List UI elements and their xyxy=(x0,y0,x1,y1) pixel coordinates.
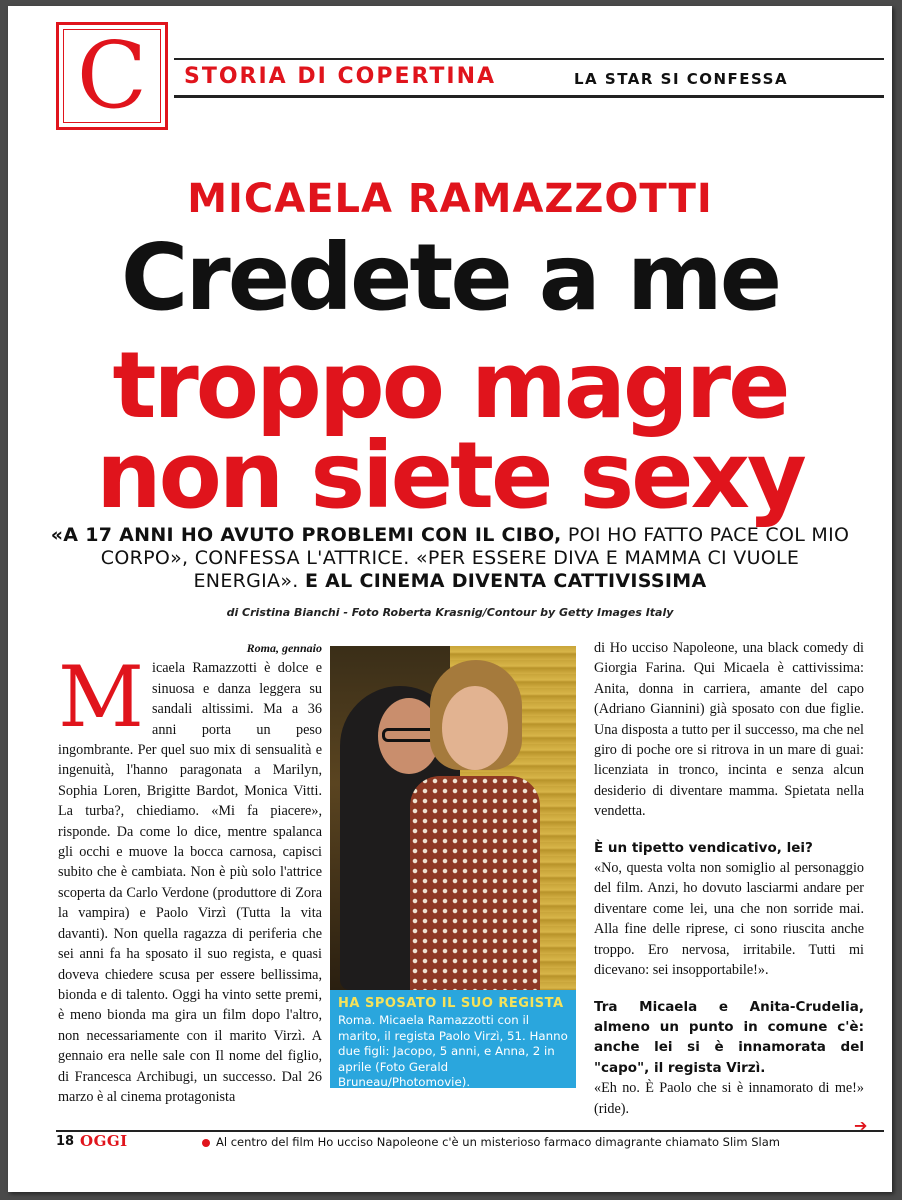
caption-text: Roma. Micaela Ramazzotti con il marito, il regista Paolo Virzì, 51. Hanno due figli: Jacopo, 5 anni, e Anna, 2 in aprile (Foto Gerald Bruneau/Photomovie). xyxy=(338,1013,568,1090)
magazine-name: OGGI xyxy=(80,1132,128,1150)
section-logo-letter: C xyxy=(63,29,161,123)
headline-line-2: troppo magre xyxy=(112,332,788,439)
arrow-right-icon: ➔ xyxy=(854,1116,868,1135)
section-logo xyxy=(56,22,168,130)
headline-line-1: Credete a me xyxy=(120,224,780,331)
caption-title: HA SPOSATO IL SUO REGISTA xyxy=(338,996,564,1011)
article-deck xyxy=(48,524,852,593)
interview-question-1: È un tipetto vendicativo, lei? xyxy=(594,839,813,856)
bullet-icon xyxy=(202,1139,210,1147)
interview-answer-1: «No, questa volta non somiglio al personaggio del film. Anzi, ho dovuto lasciarmi andare per diventare come lei, una che non sorride mai. Alla fine delle riprese, ci sono riuscita anche troppo. Ero nervosa, irritabile. Tutti mi dicevano: sei insopportabile!». xyxy=(594,860,864,979)
magazine-page xyxy=(8,6,892,1192)
headline-line-3: non siete sexy xyxy=(96,422,804,529)
section-kicker: STORIA DI COPERTINA xyxy=(184,64,497,89)
dateline: Roma, gennaio xyxy=(246,641,322,655)
drop-cap: M xyxy=(58,648,145,747)
deck-bold-2: E AL CINEMA DIVENTA CATTIVISSIMA xyxy=(304,570,707,592)
deck-text: POI HO FATTO PACE COL MIO CORPO», CONFESSA L'ATTRICE. «PER ESSERE DIVA E MAMMA CI VUOLE ENERGIA». xyxy=(100,524,850,592)
section-subkicker: LA STAR SI CONFESSA xyxy=(574,70,789,88)
body-text-col3: di Ho ucciso Napoleone, una black comedy di Giorgia Farina. Qui Micaela è cattivissima: Anita, donna in carriera, amante del capo (Adriano Giannini) già sposato con due figlie. Una disposta a tutto per il successo, ma che nel giro di poche ore si ritrova in un mare di guai: licenziata in tronco, incinta e senza alcun desiderio di diventare mamma. Spietata nella vendetta. xyxy=(594,640,864,820)
photo-caption xyxy=(330,990,576,1088)
interview-answer-2: «Eh no. È Paolo che si è innamorato di me!» (ride). xyxy=(594,1080,864,1117)
byline: di Cristina Bianchi - Foto Roberta Krasnig/Contour by Getty Images Italy xyxy=(226,606,674,619)
cover-photo xyxy=(330,646,576,990)
body-text-col1: icaela Ramazzotti è dolce e sinuosa e danza leggera su sandali altissimi. Ma a 36 anni porta un peso ingombrante. Per quel suo mix di sensualità e ingenuità, l'hanno paragonata a Marilyn, Sophia Loren, Brigitte Bardot, Monica Vitti. La turba?, chiediamo. «Mi fa piacere», risponde. Da come lo dice, mentre spalanca gli occhi e muove la bocca carnosa, capisci subito che è cambiata. Non è più solo l'attrice scoperta da Carlo Verdone (produttore di Zora la vampira) e Paolo Virzì (Tutta la vita davanti). Non quella ragazza di periferia che sei anni fa ha sposato il suo regista, e quasi doveva chiedere scusa per essere bellissima, bionda e di talento. Oggi ha vinto sette premi, è meno bionda ma gira un film dopo l'altro, non necessariamente con il marito Virzì. A gennaio era nelle sale con Il nome del figlio, di Francesca Archibugi, un successo. Dal 26 marzo è al cinema protagonista xyxy=(58,660,322,1105)
body-column-3 xyxy=(594,638,864,1119)
interview-question-2: Tra Micaela e Anita-Crudelia, almeno un punto in comune c'è: anche lei si è innamorata del "capo", il regista Virzì. xyxy=(594,998,864,1076)
body-column-1 xyxy=(58,638,322,1107)
article-subject-name: MICAELA RAMAZZOTTI xyxy=(187,176,713,222)
footer-note: Al centro del film Ho ucciso Napoleone c'è un misterioso farmaco dimagrante chiamato Slim Slam xyxy=(216,1135,780,1149)
page-number: 18 xyxy=(56,1134,75,1149)
footer-rule xyxy=(56,1130,884,1132)
deck-bold-1: «A 17 ANNI HO AVUTO PROBLEMI CON IL CIBO, xyxy=(50,524,562,546)
